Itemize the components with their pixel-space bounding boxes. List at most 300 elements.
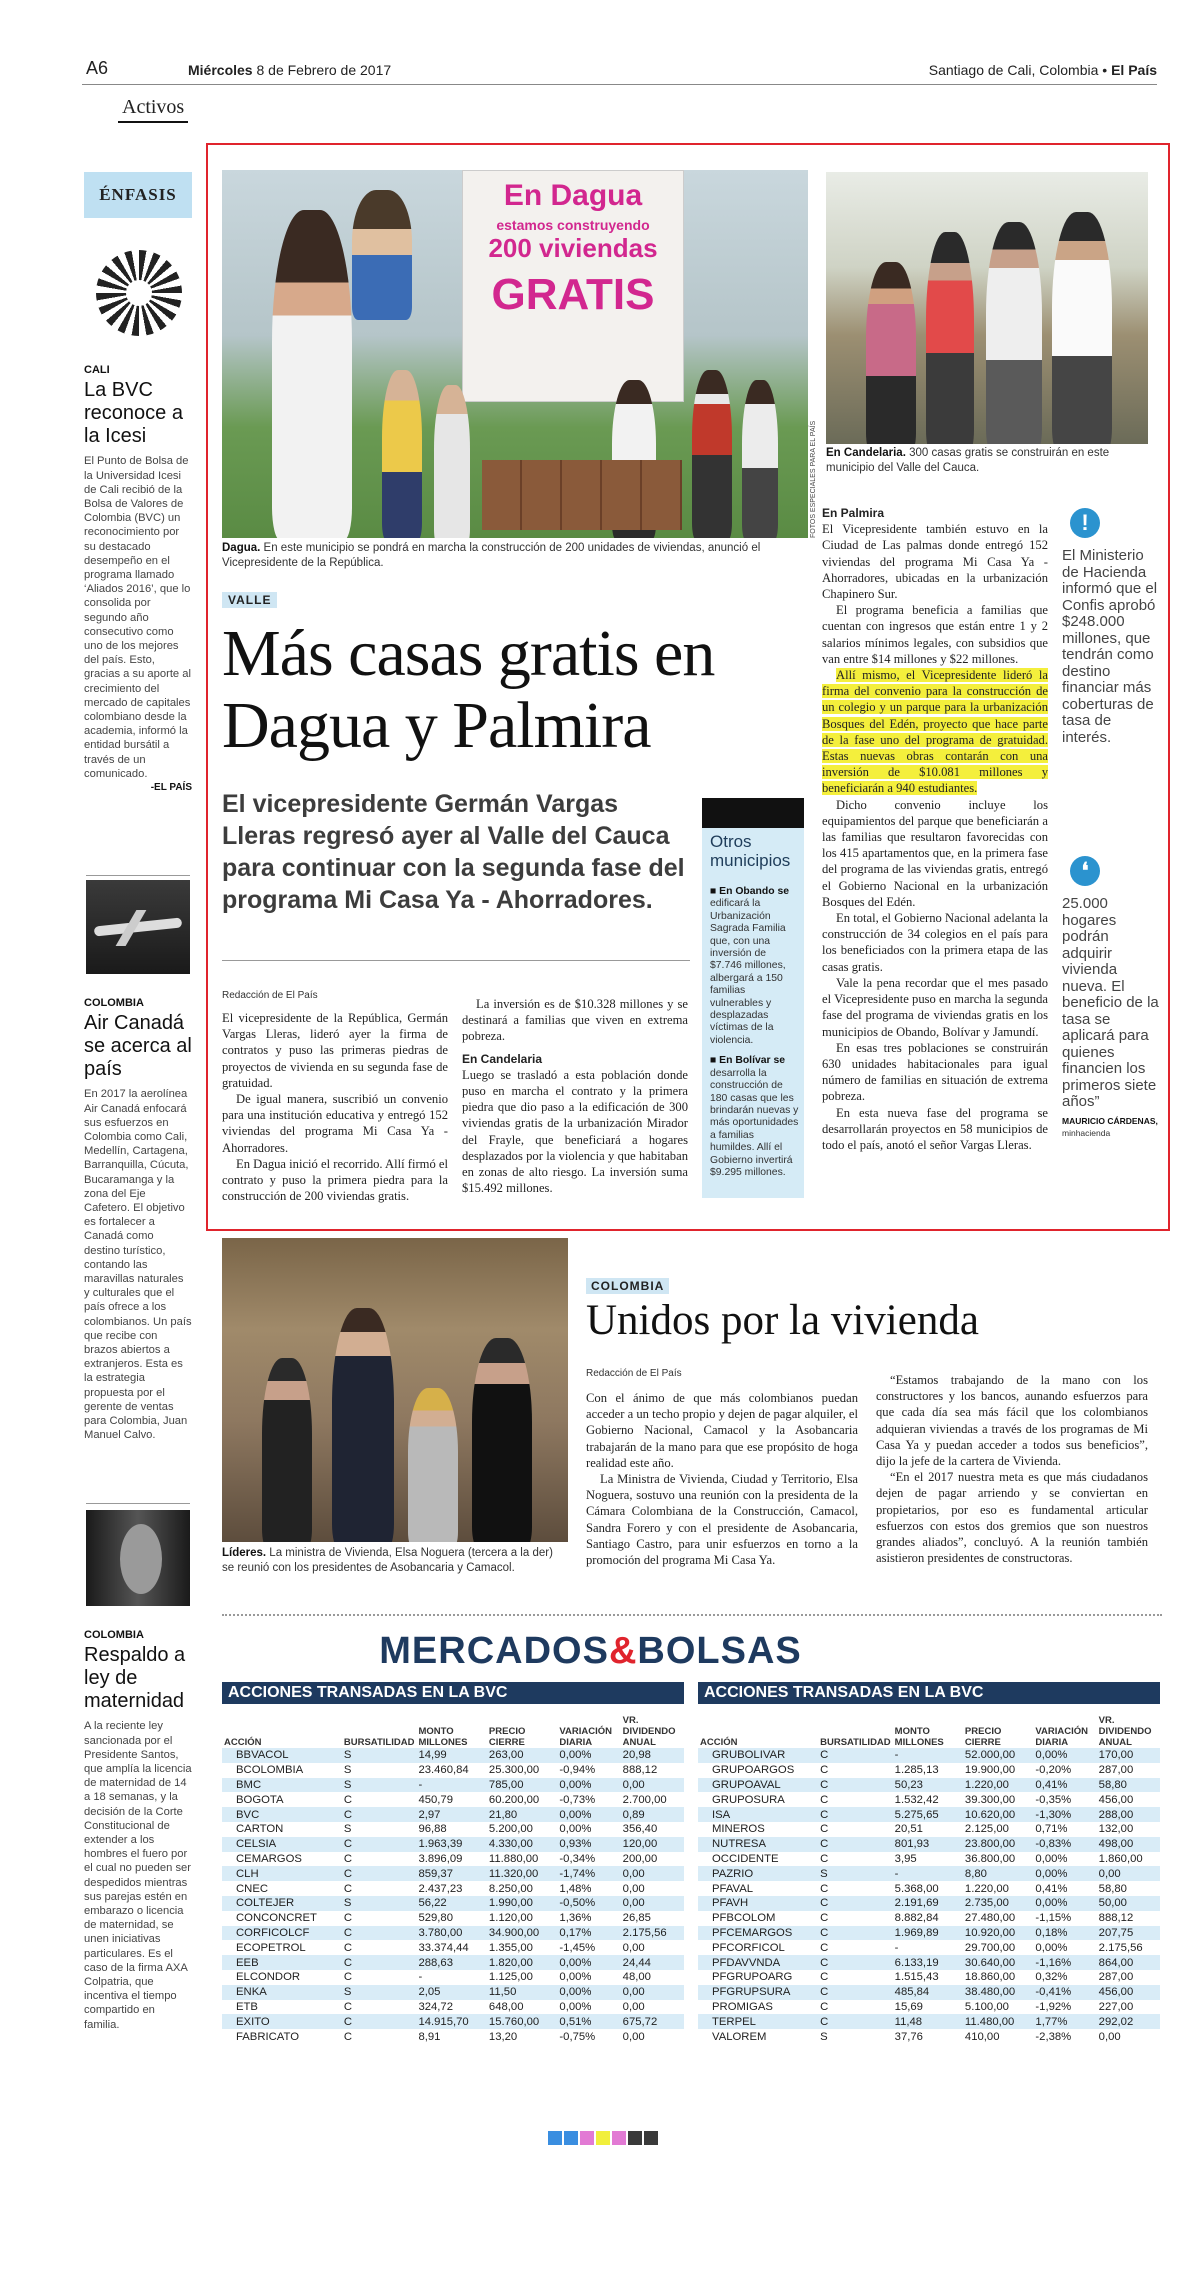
table-cell: -0,35%	[1035, 1793, 1072, 1806]
table-cell: ETB	[236, 2000, 258, 2013]
story2-byline: Redacción de El País	[586, 1368, 682, 1379]
table-row	[698, 1763, 1160, 1778]
table-cell: 1,36%	[559, 1912, 592, 1925]
table-row	[222, 1881, 684, 1896]
table-row	[698, 1940, 1160, 1955]
table-cell: PFGRUPOARG	[712, 1971, 793, 1984]
sidebar-divider	[86, 875, 190, 876]
table-cell: 0,17%	[557, 1926, 620, 1941]
table-cell: 3.896,09	[418, 1852, 463, 1865]
table-cell: 8,80	[963, 1866, 1033, 1881]
table-cell: C	[820, 1941, 829, 1954]
story-kicker: VALLE	[222, 592, 277, 608]
table-row	[698, 1807, 1160, 1822]
column-header: VARIACIÓN DIARIA	[559, 1726, 613, 1748]
table-cell: C	[342, 1955, 417, 1970]
table-cell: C	[820, 1852, 829, 1865]
table-cell: 170,00	[1097, 1748, 1160, 1763]
table-cell: 287,00	[1098, 1971, 1134, 1984]
story-column-3: En Palmira El Vicepresidente también estuvo en la Ciudad de Las palmas donde entregó 152 viviendas del programa Mi Casa Ya -Ahorradores, ubicadas en la urbanización Chapinero Sur. El programa beneficia a familias que cuentan con ingresos que están entre 1 y 2 salarios mínimos legales, con subsidios que van entre $14 millones y $22 millones. Allí mismo, el Vicepresidente lideró la firma del convenio para la construcción de un colegio y un parque para la urbanización Bosques del Edén, proyecto que hace parte de la fase uno del programa de gratuidad. Estas nuevas obras contarán con una inversión de $10.081 millones y beneficiarán a 940 estudiantes. Dicho convenio incluye los equipamientos del parque que beneficiarán a las familias que resultaron favorecidas con los 415 apartamentos que, en la primera fase del programa de las viviendas gratis, entregó el Gobierno Nacional en la urbanización Bosques del Edén. En total, el Gobierno Nacional adelanta la construcción de 34 colegios en el país para los beneficiados con la primera etapa de las casas gratis. Vale la pena recordar que el mes pasado el Vicepresidente puso en marcha la segunda fase del programa de viviendas gratis en los municipios de Obando, Bolívar y Jamundí. En esas tres poblaciones se construirán 630 unidades habitacionales para igual número de familias en situación de extrema pobreza. En esta nueva fase del programa se desarrollarán proyectos en 58 municipios de todo el país, anotó el señor Vargas Lleras.	[822, 506, 1048, 1152]
table-cell: C	[342, 1807, 417, 1822]
table-cell: 0,00%	[557, 1955, 620, 1970]
table-cell: -0,50%	[557, 1896, 620, 1911]
table-row	[222, 1955, 684, 1970]
table-cell: 0,00%	[559, 1823, 592, 1836]
table-cell: 33.374,44	[418, 1941, 469, 1954]
table-cell: 2,05	[416, 1985, 486, 2000]
table-row	[222, 1822, 684, 1837]
table-cell: 52.000,00	[963, 1748, 1033, 1763]
table-cell: PFGRUPSURA	[698, 1985, 818, 2000]
table-cell: 5.100,00	[964, 2000, 1009, 2013]
table-cell: -0,75%	[559, 2030, 596, 2043]
table-cell: FABRICATO	[236, 2030, 299, 2043]
table-cell: 10.920,00	[963, 1926, 1033, 1941]
table-cell: S	[818, 1866, 893, 1881]
table-cell: C	[818, 1985, 893, 2000]
table-cell: C	[343, 2000, 353, 2013]
story-column-2: La inversión es de $10.328 millones y se destinará a familias que viven en extrema pobreza. En Candelaria Luego se trasladó a esta población donde puso en marcha el contrato y la primera piedra que dio paso a la edificación de 300 viviendas gratis de la urbanización Mirador del Frayle, que beneficiará a hogares desplazados por la violencia y que habitaban en zonas de alto riesgo. La inversión suma $15.492 millones.	[462, 997, 688, 1196]
table-cell: 0,89	[621, 1807, 684, 1822]
table-cell: 1,48%	[559, 1882, 592, 1895]
table-cell: C	[343, 2030, 353, 2043]
photo-banner: En Dagua estamos construyendo 200 viviendas GRATIS	[462, 170, 684, 402]
column-header: PRECIO CIERRE	[488, 1726, 526, 1748]
table-cell: 34.900,00	[487, 1926, 557, 1941]
table-cell: 8.882,84	[894, 1912, 939, 1925]
table-cell: 0,18%	[1033, 1926, 1096, 1941]
table-cell: 50,23	[893, 1778, 963, 1793]
table-cell: 1.969,89	[893, 1926, 963, 1941]
table-row	[222, 1970, 684, 1985]
table-cell: 23.460,84	[418, 1764, 469, 1777]
table-cell: -	[894, 1941, 899, 1954]
candelaria-photo	[826, 172, 1148, 444]
table-cell: ECOPETROL	[236, 1941, 306, 1954]
table-cell: C	[343, 1852, 353, 1865]
table-cell: 0,41%	[1033, 1778, 1096, 1793]
stocks-table-left	[222, 1706, 684, 2044]
table-cell: 2.700,00	[622, 1793, 667, 1806]
table-cell: 0,00	[622, 2030, 645, 2043]
table-cell: C	[343, 1912, 353, 1925]
page-number: A6	[86, 58, 109, 78]
print-color-swatch	[596, 2131, 610, 2145]
brief-signature: -EL PAÍS	[150, 781, 192, 793]
table-cell: 1.860,00	[1098, 1852, 1143, 1865]
table-row	[698, 1852, 1160, 1867]
table-cell: 19.900,00	[964, 1764, 1016, 1777]
table-cell: 0,00	[622, 1882, 645, 1895]
table-cell: S	[342, 1748, 417, 1763]
table-cell: 1.285,13	[894, 1764, 939, 1777]
table-cell: C	[818, 1807, 893, 1822]
table-cell: 50,00	[1097, 1896, 1160, 1911]
column-header: PRECIO CIERRE	[964, 1726, 1002, 1748]
table-cell: CEMARGOS	[236, 1852, 302, 1865]
table-cell: BVC	[222, 1807, 342, 1822]
markets-rule	[222, 1614, 1162, 1616]
markets-title: MERCADOS&BOLSAS	[379, 1630, 802, 1672]
table-cell: 485,84	[893, 1985, 963, 2000]
table-cell: 6.133,19	[893, 1955, 963, 1970]
table-cell: EEB	[222, 1955, 342, 1970]
table-row	[222, 2014, 684, 2029]
table-cell: 37,76	[894, 2030, 923, 2043]
table-row	[222, 1911, 684, 1926]
table-cell: 456,00	[1097, 1985, 1160, 2000]
column-header: ACCIÓN	[224, 1737, 262, 1748]
table-cell: 888,12	[1098, 1912, 1134, 1925]
table-cell: 0,00	[622, 1941, 645, 1954]
photo-credit: FOTOS ESPECIALES PARA EL PAÍS	[810, 420, 817, 538]
table-row	[222, 1926, 684, 1941]
otros-title: Otros municipios	[710, 832, 791, 870]
table-cell: -0,41%	[1033, 1985, 1096, 2000]
table-cell: 0,00%	[559, 1971, 592, 1984]
table-cell: 529,80	[418, 1912, 453, 1925]
column-header: BURSATILIDAD	[343, 1737, 415, 1748]
sidebar-brief-2: COLOMBIA Air Canadá se acerca al país En 2017 la aerolínea Air Canadá enfocará sus esfuerzos en Colombia como Cali, Medellín, Cartagena, Barranquilla, Cúcuta, Bucaramanga y la zona del Eje Cafetero. El objetivo es fortalecer a Canadá como destino turístico, contando las maravillas naturales y culturales que el país ofrece a los colombianos. Un país que recibe con brazos abiertos a extranjeros. Esta es la estrategia propuesta por el gerente de ventas para Colombia, Juan Manuel Calvo.	[84, 997, 192, 1442]
table-cell: 0,93%	[557, 1837, 620, 1852]
table-row	[698, 1985, 1160, 2000]
table-cell: C	[818, 1896, 893, 1911]
table-cell: 3,95	[894, 1852, 917, 1865]
table-cell: 58,80	[1098, 1882, 1127, 1895]
table-cell: 13,20	[488, 2030, 518, 2043]
issue-date: Miércoles 8 de Febrero de 2017	[188, 62, 392, 78]
table-cell: C	[820, 1882, 829, 1895]
table-row	[222, 2029, 684, 2044]
table-cell: GRUBOLIVAR	[698, 1748, 818, 1763]
table-cell: 1.220,00	[963, 1778, 1033, 1793]
table-cell: 1.125,00	[488, 1971, 533, 1984]
table-row	[222, 1792, 684, 1807]
table-cell: -1,15%	[1035, 1912, 1072, 1925]
stocks-table-right	[698, 1706, 1160, 2044]
table-cell: -0,34%	[559, 1852, 596, 1865]
deck-divider	[222, 960, 690, 961]
table-cell: 21,80	[487, 1807, 557, 1822]
table-cell: 5.200,00	[488, 1823, 533, 1836]
story-headline: Más casas gratis en Dagua y Palmira	[222, 617, 715, 762]
table-cell: 0,00%	[557, 1985, 620, 2000]
table-cell: 0,51%	[557, 2014, 620, 2029]
table-cell: -2,38%	[1035, 2030, 1072, 2043]
table-cell: CELSIA	[222, 1837, 342, 1852]
bricks	[482, 460, 682, 530]
table-cell: S	[342, 1985, 417, 2000]
table-row	[222, 1866, 684, 1881]
table-cell: 324,72	[418, 2000, 453, 2013]
table-cell: PAZRIO	[698, 1866, 818, 1881]
table-cell: -1,16%	[1033, 1955, 1096, 1970]
table-cell: 2.175,56	[621, 1926, 684, 1941]
table-cell: 864,00	[1097, 1955, 1160, 1970]
table-cell: 39.300,00	[964, 1793, 1016, 1806]
table-cell: C	[818, 1955, 893, 1970]
table-cell: 11,48	[893, 2014, 963, 2029]
table-row	[698, 1970, 1160, 1985]
table-cell: 410,00	[964, 2030, 1000, 2043]
table-cell: 8.250,00	[488, 1882, 533, 1895]
table-cell: PFCEMARGOS	[698, 1926, 818, 1941]
sidebar-brief-1: CALI La BVC reconoce a la Icesi El Punto de Bolsa de la Universidad Icesi de Cali recibió de la Bolsa de Valores de Colombia (BVC) un reconocimiento por su destacado desempeño en el programa llamado ‘Aliados 2016’, que lo consolida por segundo año consecutivo como uno de los mejores del país. Esto, gracias a su aporte al crecimiento del mercado de capitales colombiano desde la academia, informó la entidad bursátil a través de un comunicado. -EL PAÍS	[84, 363, 192, 795]
icesi-logo-icon	[96, 250, 182, 336]
table-row	[222, 1763, 684, 1778]
table-cell: 1.120,00	[488, 1912, 533, 1925]
table-cell: 26,85	[622, 1912, 651, 1925]
table-cell: 1,77%	[1033, 2014, 1096, 2029]
table-cell: 10.620,00	[963, 1807, 1033, 1822]
table-cell: 1.355,00	[488, 1941, 533, 1954]
table-cell: 132,00	[1098, 1823, 1134, 1836]
brief-title: Air Canadá se acerca al país	[84, 1012, 192, 1081]
table-cell: 288,63	[416, 1955, 486, 1970]
table-cell: PFBCOLOM	[712, 1912, 776, 1925]
table-cell: 0,00	[1097, 1866, 1160, 1881]
table-row	[698, 1792, 1160, 1807]
column-header: VR. DIVIDENDO ANUAL	[622, 1715, 676, 1748]
header-rule	[82, 84, 1157, 85]
table-cell: 18.860,00	[964, 1971, 1016, 1984]
table-row	[698, 1955, 1160, 1970]
table-row	[698, 1881, 1160, 1896]
table-cell: CLH	[222, 1866, 342, 1881]
table-row	[222, 1837, 684, 1852]
quote-signature: MAURICIO CÁRDENAS,	[1062, 1116, 1158, 1126]
table-cell: 11.480,00	[963, 2014, 1033, 2029]
story2-headline: Unidos por la vivienda	[586, 1297, 979, 1344]
table-cell: C	[820, 1793, 829, 1806]
sidebar-brief-3: COLOMBIA Respaldo a ley de maternidad A la reciente ley sancionada por el Presidente Santos, que amplía la licencia de maternidad de 14 a 18 semanas, y la decisión de la Corte Constitucional de extender a los hombres el fuero por el cual no pueden ser despedidos mientras sus parejas estén en embarazo o licencia de maternidad, se unen iniciativas particulares. Es el caso de la firma AXA Colpatria, que incentiva el tiempo compartido en familia.	[84, 1629, 192, 2031]
story2-kicker: COLOMBIA	[586, 1278, 669, 1294]
table-row	[222, 1852, 684, 1867]
table-cell: 0,00	[621, 1778, 684, 1793]
table-cell: 0,00%	[557, 1748, 620, 1763]
table-cell: 1.515,43	[894, 1971, 939, 1984]
table-cell: 25.300,00	[488, 1764, 540, 1777]
quote-signature-role: minhacienda	[1062, 1128, 1111, 1138]
table-cell: 15.760,00	[487, 2014, 557, 2029]
lideres-photo-caption: Líderes. La ministra de Vivienda, Elsa Noguera (tercera a la der) se reunió con los presidentes de Asobancaria y Camacol.	[222, 1547, 553, 1574]
table-cell: C	[343, 1882, 353, 1895]
table-cell: S	[343, 1764, 352, 1777]
table-row	[222, 1940, 684, 1955]
table-cell: 498,00	[1097, 1837, 1160, 1852]
table-cell: 8,91	[418, 2030, 441, 2043]
brief-title: Respaldo a ley de maternidad	[84, 1644, 186, 1713]
table-cell: 20,51	[894, 1823, 923, 1836]
column-header: ACCIÓN	[700, 1737, 738, 1748]
table-cell: C	[820, 1764, 829, 1777]
table-cell: 4.330,00	[487, 1837, 557, 1852]
table-cell: TERPEL	[698, 2014, 818, 2029]
table-cell: C	[820, 2000, 829, 2013]
brief-body: El Punto de Bolsa de la Universidad Icesi de Cali recibió de la Bolsa de Valores de Colombia (BVC) un reconocimiento por su destacado desempeño en el programa llamado ‘Aliados 2016’, que lo consolida por segundo año consecutivo como uno de los mejores del país. Esto, gracias a su aporte al crecimiento del mercado de capitales colombiano desde la academia, informó la entidad bursátil a través de un comunicado.	[84, 455, 191, 780]
table-row	[698, 2029, 1160, 2044]
table-cell: 450,79	[418, 1793, 453, 1806]
print-color-swatch	[644, 2131, 658, 2145]
table-cell: ENKA	[222, 1985, 342, 2000]
dagua-photo-caption: Dagua. En este municipio se pondrá en marcha la construcción de 200 unidades de viviendas, anunció el Vicepresidente de la República.	[222, 542, 761, 569]
table-row	[698, 1778, 1160, 1793]
table-cell: EXITO	[222, 2014, 342, 2029]
table-cell: 23.800,00	[963, 1837, 1033, 1852]
table-cell: 48,00	[622, 1971, 651, 1984]
table-cell: BMC	[222, 1778, 342, 1793]
table-row	[222, 1985, 684, 2000]
table-cell: S	[343, 1823, 352, 1836]
table-cell: 5.368,00	[894, 1882, 939, 1895]
fact-box-text: El Ministerio de Hacienda informó que el Confis aprobó $248.000 millones, que tendrán como destino financiar más coberturas de tasa de interés.	[1062, 547, 1158, 746]
column-header: VR. DIVIDENDO ANUAL	[1098, 1715, 1152, 1748]
table-cell: C	[818, 1778, 893, 1793]
table-cell: 0,00%	[559, 2000, 592, 2013]
table-cell: GRUPOARGOS	[712, 1764, 795, 1777]
table-cell: -	[416, 1778, 486, 1793]
table-cell: 0,00	[621, 1866, 684, 1881]
pregnancy-photo	[86, 1510, 190, 1606]
table-cell: 56,22	[416, 1896, 486, 1911]
table-cell: BBVACOL	[222, 1748, 342, 1763]
table-cell: C	[342, 1866, 417, 1881]
quote-icon: ❛	[1070, 856, 1100, 886]
column-header: MONTO MILLONES	[894, 1726, 944, 1748]
table-cell: 648,00	[488, 2000, 524, 2013]
highlighted-text: Allí mismo, el Vicepresidente lideró la firma del convenio para la construcción de un colegio y un parque para la urbanización Bosques del Edén, proyecto que hace parte de la fase uno del programa de gratuidad. Estas nuevas obras contarán con una inversión de $10.081 millones y beneficiarán a 940 estudiantes.	[822, 668, 1048, 796]
table-cell: C	[820, 1823, 829, 1836]
table-cell: C	[343, 1941, 353, 1954]
table-cell: 15,69	[894, 2000, 923, 2013]
table-cell: 11,50	[487, 1985, 557, 2000]
table-row	[222, 1807, 684, 1822]
table-cell: S	[342, 1778, 417, 1793]
table-cell: 11.320,00	[487, 1866, 557, 1881]
table-cell: ISA	[698, 1807, 818, 1822]
table-cell: C	[342, 2014, 417, 2029]
table-cell: 2.191,69	[893, 1896, 963, 1911]
table-cell: 96,88	[418, 1823, 447, 1836]
table-cell: 14,99	[416, 1748, 486, 1763]
table-cell: C	[820, 1912, 829, 1925]
table-row	[222, 1896, 684, 1911]
table-cell: -0,73%	[559, 1793, 596, 1806]
table-cell: 0,00%	[1033, 1866, 1096, 1881]
table-cell: 1.820,00	[487, 1955, 557, 1970]
table-cell: VALOREM	[712, 2030, 767, 2043]
table-row	[698, 1896, 1160, 1911]
table-row	[698, 2014, 1160, 2029]
table-cell: BOGOTA	[236, 1793, 284, 1806]
table-cell: 0,00%	[1033, 1896, 1096, 1911]
table-cell: 2,97	[416, 1807, 486, 1822]
table-cell: -	[418, 1971, 423, 1984]
table-cell: MINEROS	[712, 1823, 765, 1836]
table-cell: 24,44	[621, 1955, 684, 1970]
table-cell: 0,00	[621, 1985, 684, 2000]
table-cell: 859,37	[416, 1866, 486, 1881]
table-cell: 0,00	[622, 2000, 645, 2013]
table-cell: S	[820, 2030, 828, 2043]
table-cell: 38.480,00	[963, 1985, 1033, 2000]
story2-column-2: “Estamos trabajando de la mano con los constructores y los bancos, aunando esfuerzos para que cada día sea más fácil que los colombianos adquieran viviendas a través de los programas de Mi Casa Ya y puedan acceder a todos sus beneficios”, dijo la jefe de la cartera de Vivienda. “En el 2017 nuestra meta es que más ciudadanos dejen de pagar arriendo y se conviertan en propietarios, por eso es fundamental articular esfuerzos con estos dos gremios que son nuestros grandes aliados”, concluyó. A la reunión también asistieron presidentes de constructoras.	[876, 1373, 1148, 1566]
table-cell: 0,00	[621, 1896, 684, 1911]
table-cell: CORFICOLCF	[222, 1926, 342, 1941]
table-cell: GRUPOSURA	[712, 1793, 785, 1806]
table-cell: 2.437,23	[418, 1882, 463, 1895]
exclamation-icon: !	[1070, 508, 1100, 538]
table-cell: 1.532,42	[894, 1793, 939, 1806]
table-cell: 1.220,00	[964, 1882, 1009, 1895]
brief-body: En 2017 la aerolínea Air Canadá enfocará sus esfuerzos en Colombia como Cali, Medellín, Cartagena, Barranquilla, Cúcuta, Bucaramanga y la zona del Eje Cafetero. El objetivo es fortalecer a Canadá como destino turístico, contando las maravillas naturales y culturales que el país ofrece a los colombianos. Un país que recibe con brazos abiertos a extranjeros. Esta es la estrategia propuesta por el gerente de ventas para Colombia, Juan Manuel Calvo.	[84, 1088, 192, 1442]
table-cell: -1,74%	[557, 1866, 620, 1881]
table-row	[222, 2000, 684, 2015]
table-cell: 207,75	[1097, 1926, 1160, 1941]
table-cell: 0,00%	[1033, 1748, 1096, 1763]
table-cell: C	[342, 1926, 417, 1941]
table-cell: -1,30%	[1033, 1807, 1096, 1822]
table-cell: -0,20%	[1035, 1764, 1072, 1777]
table-cell: 0,32%	[1035, 1971, 1068, 1984]
story-column-1: El vicepresidente de la República, Germán Vargas Lleras, lideró ayer la firma de contratos y puso las primeras piedras de proyectos de vivienda en su segunda fase de gratuidad. De igual manera, suscribió un convenio para una institución educativa y entregó 152 viviendas del programa Mi Casa Ya - Ahorradores. En Dagua inició el recorrido. Allí firmó el contrato y puso la primera piedra para la construcción de 200 viviendas gratis.	[222, 1011, 448, 1204]
section-label: Activos	[118, 92, 188, 123]
table-cell: 287,00	[1098, 1764, 1134, 1777]
table-cell: 0,00%	[1035, 1852, 1068, 1865]
table-cell: 2.735,00	[963, 1896, 1033, 1911]
table-cell: 0,00%	[1035, 1941, 1068, 1954]
table-cell: C	[818, 1837, 893, 1852]
table-cell: 292,02	[1097, 2014, 1160, 2029]
story-byline: Redacción de El País	[222, 990, 318, 1001]
table-row	[698, 1911, 1160, 1926]
table-cell: COLTEJER	[222, 1896, 342, 1911]
table-cell: 0,71%	[1035, 1823, 1068, 1836]
table-cell: -	[893, 1748, 963, 1763]
table-cell: 20,98	[621, 1748, 684, 1763]
table-cell: PFCORFICOL	[712, 1941, 785, 1954]
table-cell: C	[343, 1793, 353, 1806]
dateline: Santiago de Cali, Colombia • El País	[928, 62, 1157, 78]
table-cell: 2.175,56	[1098, 1941, 1143, 1954]
table-cell: 30.640,00	[963, 1955, 1033, 1970]
table-cell: 36.800,00	[964, 1852, 1016, 1865]
table-cell: C	[818, 1926, 893, 1941]
table-cell: 1.990,00	[487, 1896, 557, 1911]
table-cell: CNEC	[236, 1882, 269, 1895]
print-color-swatch	[612, 2131, 626, 2145]
table-cell: 200,00	[622, 1852, 658, 1865]
table-cell: 58,80	[1097, 1778, 1160, 1793]
print-color-swatch	[580, 2131, 594, 2145]
story2-column-1: Con el ánimo de que más colombianos puedan acceder a un techo propio y dejen de pagar alquiler, el Gobierno Nacional, Camacol y la Asobancaria trabajarán de la mano para que ese propósito de hoga realidad este año. La Ministra de Vivienda, Ciudad y Territorio, Elsa Noguera, sostuvo una reunión con la presidenta de la Cámara Colombiana de la Construcción, Camacol, Sandra Forero y con el presidente de Asobancaria, Santiago Castro, para unir esfuerzos en torno a la promoción del programa Mi Casa Ya.	[586, 1391, 858, 1568]
stocks-table-right-title: ACCIONES TRANSADAS EN LA BVC	[698, 1682, 1160, 1704]
table-cell: C	[820, 1971, 829, 1984]
dagua-photo	[222, 170, 808, 538]
table-cell: PFAVAL	[712, 1882, 754, 1895]
table-cell: CONCONCRET	[236, 1912, 317, 1925]
table-cell: C	[818, 1748, 893, 1763]
table-cell: 27.480,00	[964, 1912, 1016, 1925]
table-cell: 2.125,00	[964, 1823, 1009, 1836]
table-cell: 1.963,39	[416, 1837, 486, 1852]
table-row	[222, 1748, 684, 1763]
table-cell: S	[342, 1896, 417, 1911]
table-cell: -1,92%	[1035, 2000, 1072, 2013]
table-cell: 288,00	[1097, 1807, 1160, 1822]
table-cell: -0,83%	[1033, 1837, 1096, 1852]
table-cell: -1,45%	[559, 1941, 596, 1954]
